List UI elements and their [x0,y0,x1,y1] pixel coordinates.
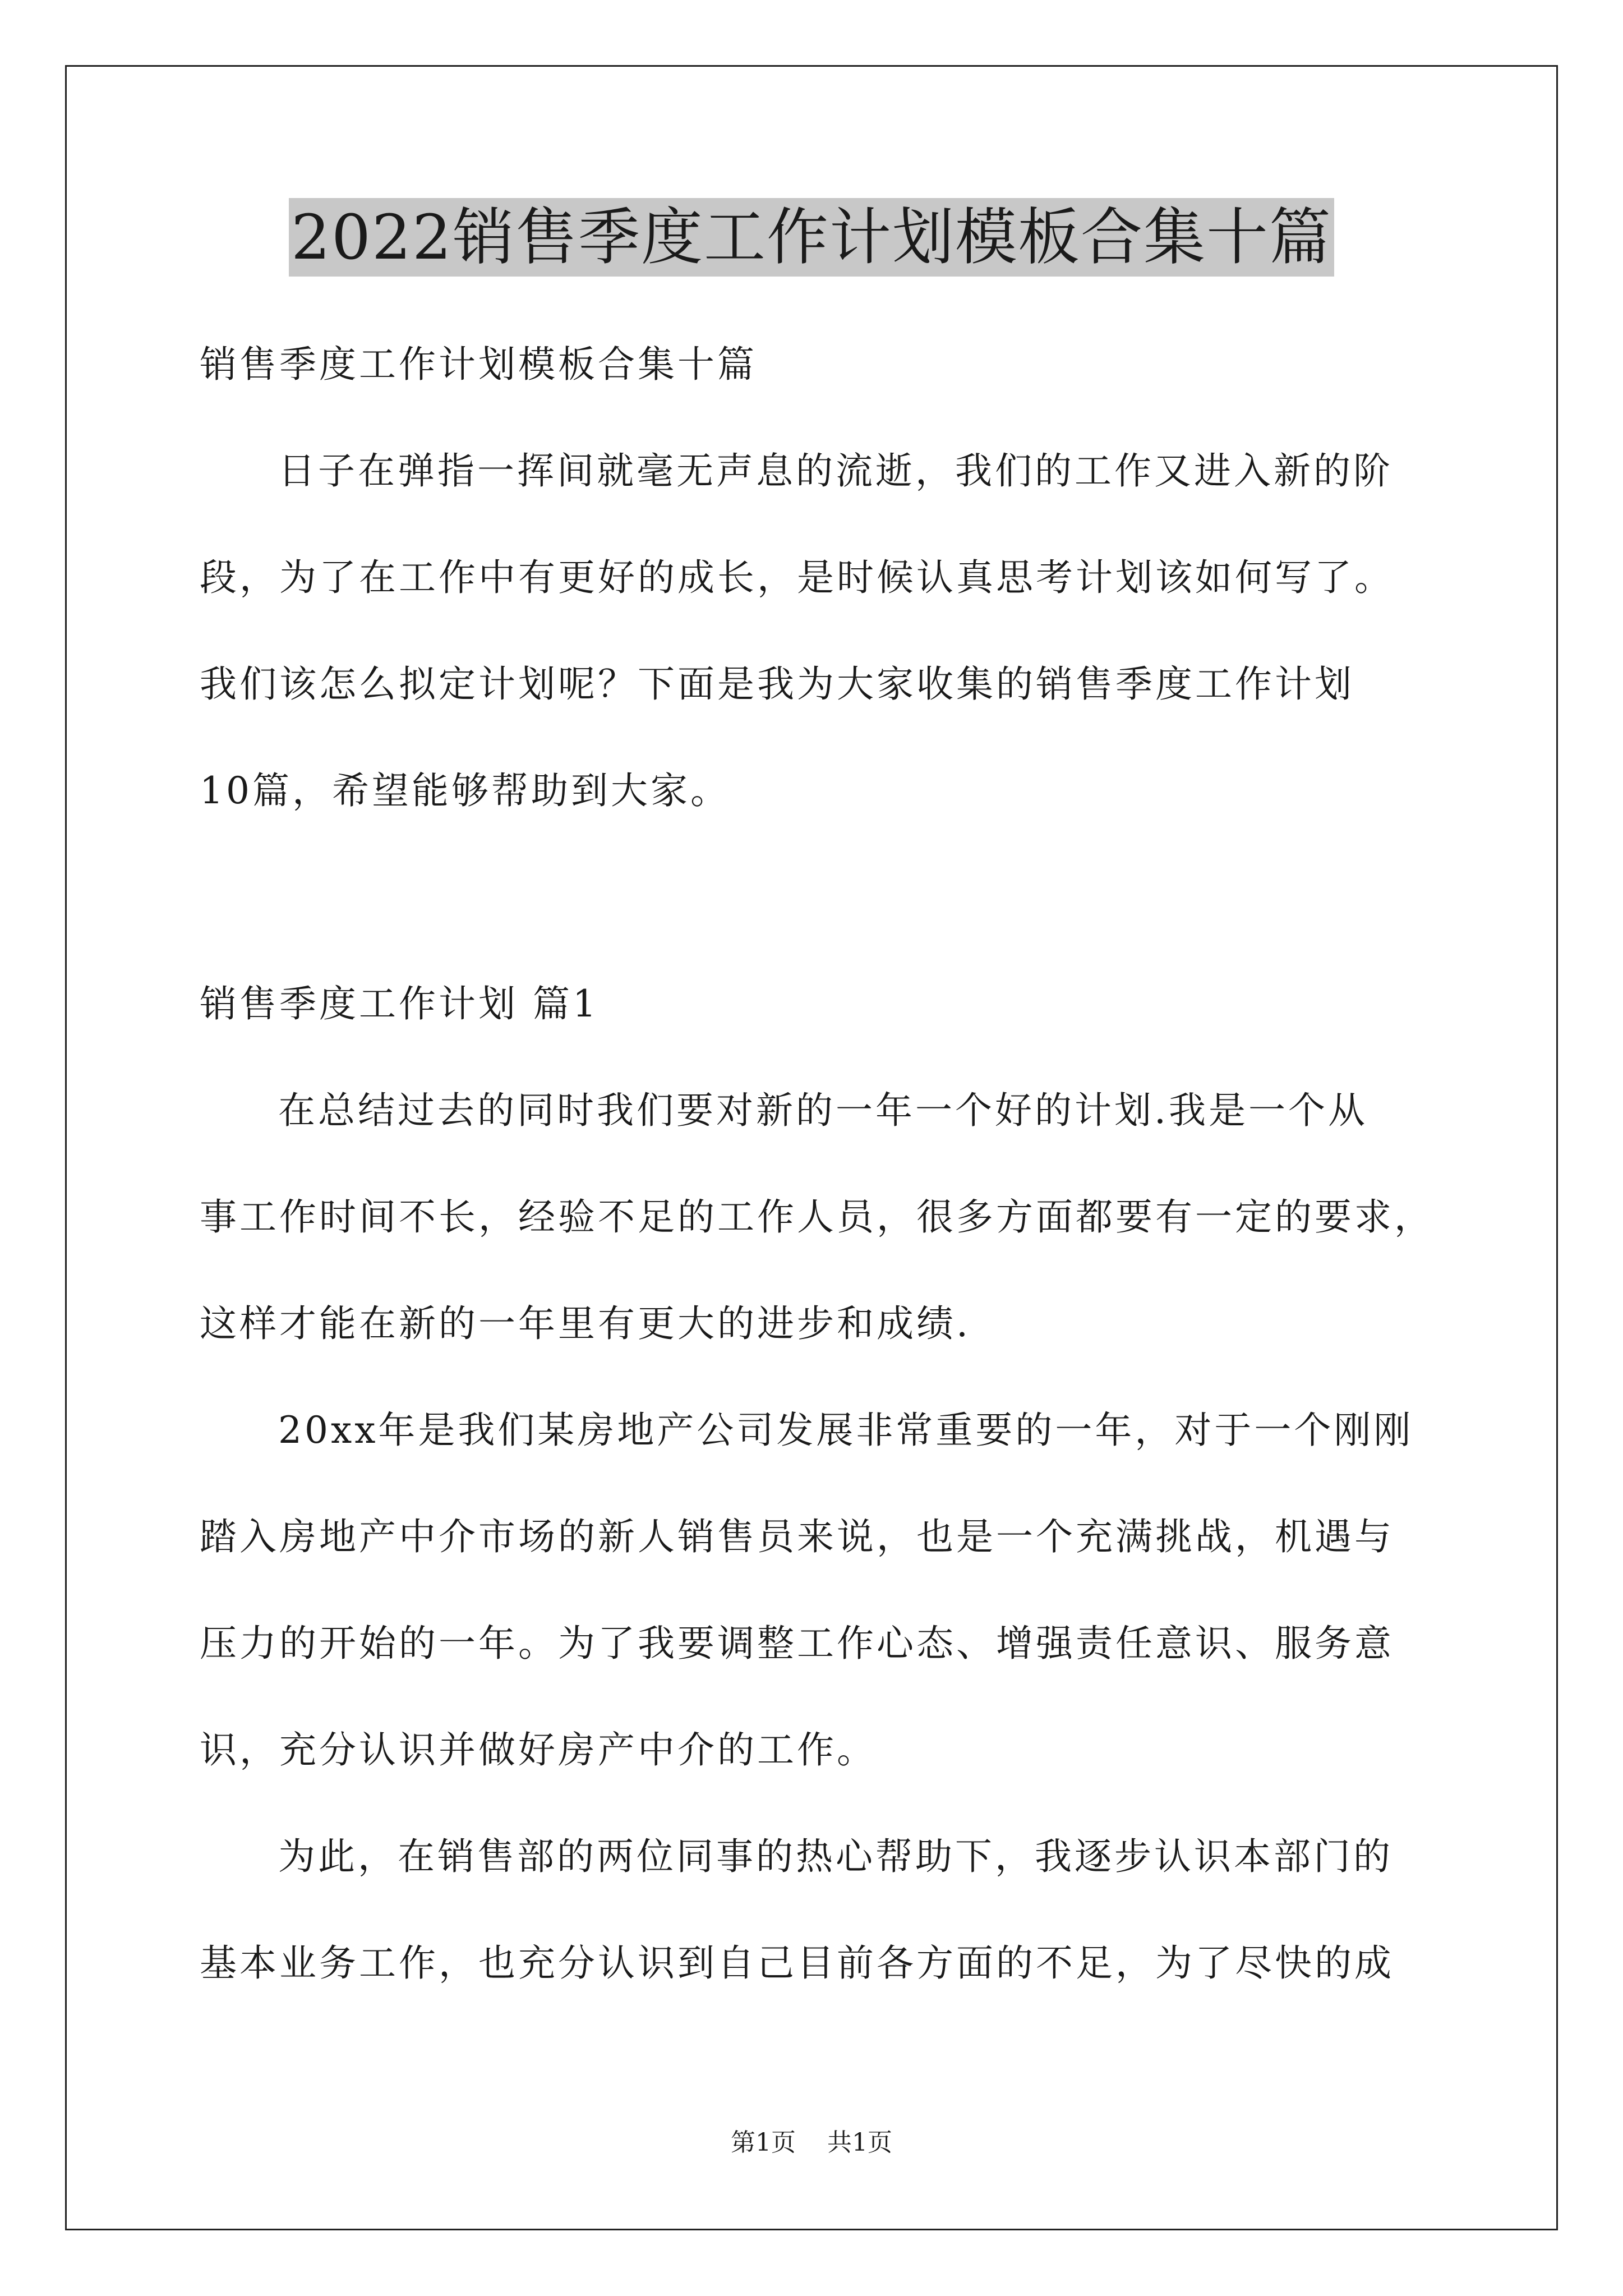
subtitle-line: 销售季度工作计划模板合集十篇 [200,343,757,386]
intro-line-4: 10篇，希望能够帮助到大家。 [200,769,730,812]
body-line-4: 20xx年是我们某房地产公司发展非常重要的一年，对于一个刚刚 [278,1409,1414,1452]
document-body [200,311,1467,2017]
page-number: 第1页 [731,2128,796,2157]
intro-line-3: 我们该怎么拟定计划呢？下面是我为大家收集的销售季度工作计划 [200,662,1354,706]
page-footer [0,2126,1623,2160]
body-line-7: 识，充分认识并做好房产中介的工作。 [200,1728,877,1772]
body-line-2: 事工作时间不长，经验不足的工作人员，很多方面都要有一定的要求， [200,1195,1434,1239]
body-line-9: 基本业务工作，也充分认识到自己目前各方面的不足，为了尽快的成 [200,1941,1394,1985]
body-line-8: 为此，在销售部的两位同事的热心帮助下，我逐步认识本部门的 [278,1835,1393,1878]
intro-line-1: 日子在弹指一挥间就毫无声息的流逝，我们的工作又进入新的阶 [278,449,1393,493]
section-heading: 销售季度工作计划 篇1 [200,982,599,1025]
page-total: 共1页 [827,2128,892,2157]
body-line-3: 这样才能在新的一年里有更大的进步和成绩. [200,1302,971,1345]
intro-line-2: 段，为了在工作中有更好的成长，是时候认真思考计划该如何写了。 [200,556,1394,599]
body-line-6: 压力的开始的一年。为了我要调整工作心态、增强责任意识、服务意 [200,1622,1394,1665]
body-line-5: 踏入房地产中介市场的新人销售员来说，也是一个充满挑战，机遇与 [200,1515,1394,1558]
section-gap [200,844,1467,951]
body-line-1: 在总结过去的同时我们要对新的一年一个好的计划.我是一个从 [278,1089,1368,1132]
document-title [0,195,1623,279]
document-title-text: 2022销售季度工作计划模板合集十篇 [289,198,1334,277]
